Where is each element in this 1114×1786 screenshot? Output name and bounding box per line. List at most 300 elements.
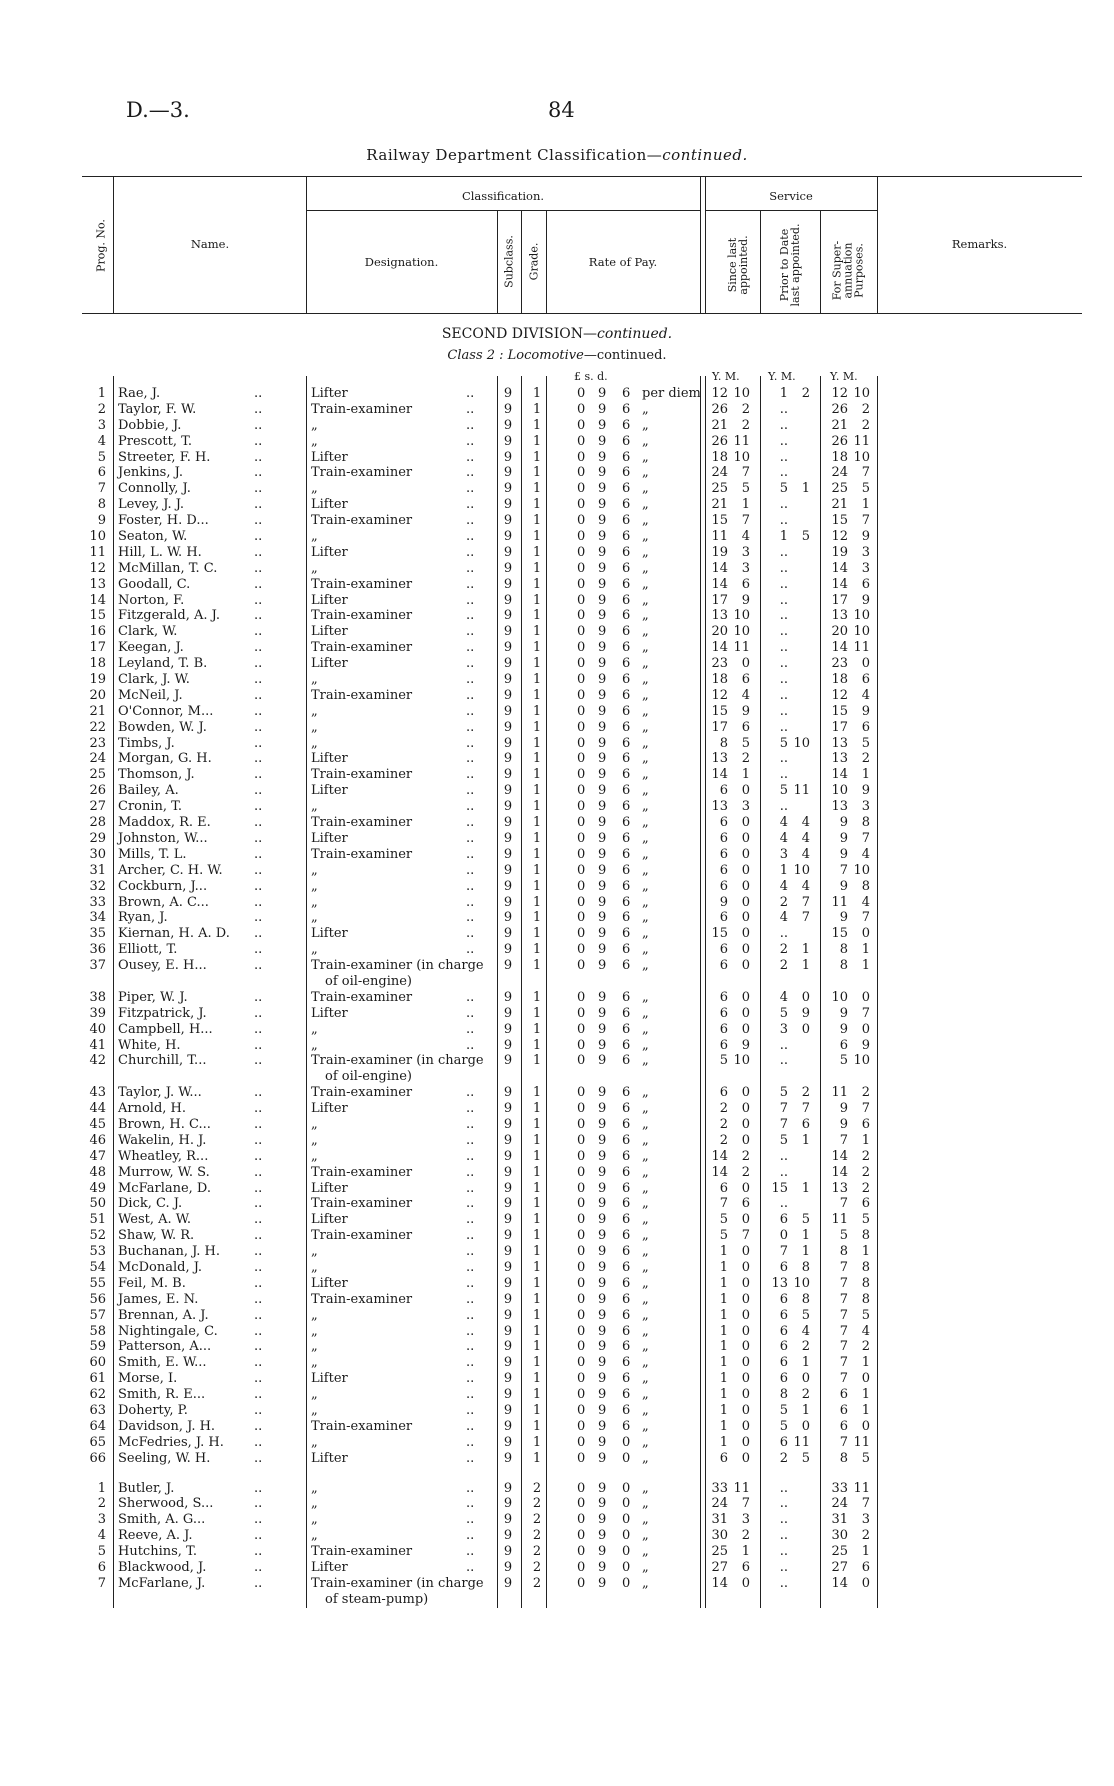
grade: 1: [532, 1021, 542, 1037]
service-super-months: 6: [861, 576, 870, 592]
service-since-months: 6: [741, 672, 750, 688]
service-since: [706, 1085, 752, 1101]
service-super-months: 0: [861, 989, 870, 1005]
service-super-years: 14: [831, 640, 848, 656]
service-since-years: 2: [719, 1132, 728, 1148]
staff-name: Foster, H. D...: [118, 513, 209, 529]
service-super-years: 5: [839, 1228, 848, 1244]
rate-pence: 6: [622, 1101, 631, 1117]
designation: Lifter: [311, 624, 348, 640]
rate-pounds: 0: [577, 1005, 586, 1021]
grade: 1: [532, 1212, 542, 1228]
rate-shillings: 9: [598, 1228, 607, 1244]
rate-pounds: 0: [577, 878, 586, 894]
service-super: [826, 1165, 874, 1181]
rate-shillings: 9: [598, 433, 607, 449]
rate-period: „: [642, 1228, 649, 1244]
service-prior-months: 1: [801, 481, 810, 497]
rate-pence: 6: [622, 576, 631, 592]
rate-shillings: 9: [598, 608, 607, 624]
service-since-years: 6: [719, 1005, 728, 1021]
service-prior: [766, 1544, 812, 1560]
service-since: [706, 879, 752, 895]
leader-dots: ..: [254, 1339, 263, 1355]
staff-name: McFarlane, D.: [118, 1180, 212, 1196]
staff-name: Wheatley, R...: [118, 1148, 209, 1164]
col-header-rate: Rate of Pay.: [588, 255, 658, 269]
rate-pounds: 0: [577, 386, 586, 401]
service-super-years: 7: [839, 1434, 848, 1450]
service-since-years: 26: [711, 433, 728, 449]
leader-dots: ..: [254, 719, 263, 735]
grade1-row: [0, 545, 1114, 561]
service-super: [826, 1435, 874, 1451]
rate-period: „: [642, 656, 649, 672]
subclass: 9: [503, 465, 513, 481]
service-since-months: 10: [733, 386, 750, 401]
staff-name: Murrow, W. S.: [118, 1164, 210, 1180]
rate-pounds: 0: [577, 1021, 586, 1037]
service-since-months: 4: [741, 687, 750, 703]
grade: 1: [532, 608, 542, 624]
grade1-row: [0, 1165, 1114, 1181]
rate-shillings: 9: [598, 481, 607, 497]
service-prior-years: 7: [779, 1244, 788, 1260]
leader-dots: ..: [466, 910, 475, 926]
grade: 2: [532, 1575, 542, 1591]
rate-shillings: 9: [598, 1053, 607, 1069]
subclass: 9: [503, 703, 513, 719]
service-super-months: 1: [861, 1355, 870, 1371]
service-prior-months: 1: [801, 1132, 810, 1148]
staff-name: White, H.: [118, 1037, 181, 1053]
staff-name: West, A. W.: [118, 1212, 192, 1228]
service-prior: [766, 1022, 812, 1038]
rate-pounds: 0: [577, 1418, 586, 1434]
service-super-years: 8: [839, 942, 848, 958]
rate-pence: 6: [622, 1323, 631, 1339]
prog-no: 7: [97, 1575, 106, 1591]
rate-shillings: 9: [598, 1434, 607, 1450]
service-since: [706, 990, 752, 1006]
service-super-years: 7: [839, 1339, 848, 1355]
prog-no: 31: [89, 862, 106, 878]
leader-dots: ..: [254, 1323, 263, 1339]
service-prior: [766, 545, 812, 561]
service-prior-years: ..: [779, 560, 788, 576]
staff-name: Brennan, A. J.: [118, 1307, 209, 1323]
service-since: [706, 1355, 752, 1371]
service-super-years: 8: [839, 1450, 848, 1466]
service-since: [706, 1117, 752, 1133]
grade: 1: [532, 1307, 542, 1323]
rate-period: „: [642, 1544, 649, 1560]
leader-dots: ..: [254, 1371, 263, 1387]
service-prior-months: 1: [801, 1355, 810, 1371]
service-since-months: 0: [741, 894, 750, 910]
leader-dots: ..: [466, 497, 475, 513]
staff-name: McMillan, T. C.: [118, 560, 218, 576]
service-prior-months: 4: [801, 830, 810, 846]
designation: Train-examiner: [311, 1291, 413, 1307]
staff-name: McDonald, J.: [118, 1260, 203, 1276]
service-super: [826, 1038, 874, 1054]
service-since-months: 11: [733, 1480, 750, 1496]
leader-dots: ..: [466, 1196, 475, 1212]
prog-no: 65: [89, 1434, 106, 1450]
rate-pence: 6: [622, 942, 631, 958]
service-super: [826, 1022, 874, 1038]
service-since-years: 7: [719, 1196, 728, 1212]
staff-name: McFedries, J. H.: [118, 1434, 224, 1450]
grade: 1: [532, 1275, 542, 1291]
staff-name: Piper, W. J.: [118, 989, 188, 1005]
service-since-months: 0: [741, 1418, 750, 1434]
designation: Train-examiner: [311, 1196, 413, 1212]
rate-pence: 6: [622, 1005, 631, 1021]
service-super-months: 2: [861, 1180, 870, 1196]
service-super-years: 7: [839, 862, 848, 878]
service-prior-years: 5: [779, 735, 788, 751]
rate-period: „: [642, 1450, 649, 1466]
leader-dots: ..: [254, 640, 263, 656]
rate-period: „: [642, 1148, 649, 1164]
rate-shillings: 9: [598, 1085, 607, 1101]
rate-period: „: [642, 703, 649, 719]
staff-name: Levey, J. J.: [118, 497, 185, 513]
service-prior: [766, 720, 812, 736]
service-since-months: 0: [741, 942, 750, 958]
grade: 1: [532, 640, 542, 656]
designation: „: [311, 1117, 318, 1132]
grade: 1: [532, 1355, 542, 1371]
service-super-months: 3: [861, 799, 870, 815]
rate-period: „: [642, 1291, 649, 1307]
leader-dots: ..: [254, 1021, 263, 1037]
service-since: [706, 1387, 752, 1403]
staff-name: Butler, J.: [118, 1480, 175, 1496]
grade1-row: [0, 1371, 1114, 1387]
rate-pounds: 0: [577, 1132, 586, 1148]
rate-pounds: 0: [577, 1228, 586, 1244]
rate-period: „: [642, 942, 649, 958]
designation: Train-examiner (in charge of steam-pump): [311, 1575, 484, 1607]
grade1-row: [0, 895, 1114, 911]
grade1-row: [0, 1260, 1114, 1276]
col-divider: [497, 210, 498, 314]
grade1-row: [0, 672, 1114, 688]
rate-pounds: 0: [577, 846, 586, 862]
service-prior-months: 10: [793, 1275, 810, 1291]
grade: 1: [532, 1180, 542, 1196]
service-super-years: 8: [839, 958, 848, 974]
service-super: [826, 497, 874, 513]
grade1-row: [0, 465, 1114, 481]
rate-shillings: 9: [598, 1260, 607, 1276]
service-since-years: 26: [711, 401, 728, 417]
rate-pence: 6: [622, 1053, 631, 1069]
service-super-months: 1: [861, 1544, 870, 1560]
service-since: [706, 1576, 752, 1592]
leader-dots: ..: [466, 751, 475, 767]
service-super-months: 6: [861, 1117, 870, 1132]
rate-period: „: [642, 1196, 649, 1212]
service-prior-years: 4: [779, 910, 788, 926]
service-prior-years: 6: [779, 1291, 788, 1307]
service-since-months: 6: [741, 719, 750, 735]
service-since-years: 6: [719, 1037, 728, 1053]
service-super-years: 9: [839, 1117, 848, 1132]
service-prior: [766, 608, 812, 624]
service-prior-years: ..: [779, 592, 788, 608]
service-prior: [766, 847, 812, 863]
prog-no: 11: [89, 544, 106, 560]
designation: Train-examiner: [311, 1085, 413, 1101]
rate-period: „: [642, 1434, 649, 1450]
service-since-years: 14: [711, 576, 728, 592]
leader-dots: ..: [254, 624, 263, 640]
service-since-months: 10: [733, 624, 750, 640]
designation: „: [311, 1307, 318, 1323]
leader-dots: ..: [254, 687, 263, 703]
service-since-years: 1: [719, 1371, 728, 1387]
division-title: SECOND DIVISION—continued.: [441, 326, 673, 342]
service-prior-months: 1: [801, 942, 810, 958]
service-prior-months: 9: [801, 1005, 810, 1021]
grade: 1: [532, 513, 542, 529]
service-prior-years: 13: [771, 1275, 788, 1291]
rate-pounds: 0: [577, 1275, 586, 1291]
rate-shillings: 9: [598, 958, 607, 974]
service-prior: [766, 1496, 812, 1512]
subclass: 9: [503, 862, 513, 878]
leader-dots: ..: [466, 1021, 475, 1037]
service-super-years: 6: [839, 1403, 848, 1419]
rate-period: „: [642, 560, 649, 576]
service-prior: [766, 1512, 812, 1528]
designation: „: [311, 703, 318, 719]
service-prior-years: 6: [779, 1339, 788, 1355]
grade: 1: [532, 1387, 542, 1403]
leader-dots: ..: [466, 576, 475, 592]
prog-no: 50: [89, 1196, 106, 1212]
service-super-months: 0: [861, 1371, 870, 1387]
leader-dots: ..: [254, 1512, 263, 1528]
rate-pounds: 0: [577, 592, 586, 608]
leader-dots: ..: [254, 449, 263, 465]
prog-no: 8: [97, 497, 106, 513]
rate-pence: 6: [622, 846, 631, 862]
service-prior: [766, 1451, 812, 1467]
rate-period: „: [642, 417, 649, 433]
service-prior-years: 4: [779, 815, 788, 831]
service-since: [706, 1133, 752, 1149]
staff-name: Campbell, H...: [118, 1021, 213, 1037]
staff-name: Kiernan, H. A. D.: [118, 926, 230, 942]
service-since-months: 7: [741, 513, 750, 529]
service-super-months: 1: [861, 1403, 870, 1419]
service-since: [706, 386, 752, 402]
subclass: 9: [503, 1260, 513, 1276]
grade1-row: [0, 704, 1114, 720]
designation: „: [311, 1244, 318, 1260]
service-super-years: 12: [831, 386, 848, 401]
grade1-row: [0, 481, 1114, 497]
rate-shillings: 9: [598, 1323, 607, 1339]
service-since: [706, 672, 752, 688]
service-super-months: 7: [861, 830, 870, 846]
service-since-months: 6: [741, 576, 750, 592]
designation: „: [311, 1355, 318, 1371]
service-super: [826, 1560, 874, 1576]
service-prior-years: ..: [779, 608, 788, 624]
staff-name: Johnston, W...: [118, 830, 208, 846]
service-since-years: 6: [719, 1021, 728, 1037]
rate-pence: 6: [622, 751, 631, 767]
rate-pounds: 0: [577, 513, 586, 529]
service-super: [826, 513, 874, 529]
service-since-years: 1: [719, 1387, 728, 1403]
rate-period: „: [642, 1132, 649, 1148]
service-prior-months: 7: [801, 894, 810, 910]
rate-period: „: [642, 1212, 649, 1228]
service-prior: [766, 1371, 812, 1387]
service-since-years: 5: [719, 1228, 728, 1244]
service-since-months: 2: [741, 751, 750, 767]
staff-name: Dick, C. J.: [118, 1196, 183, 1212]
grade: 1: [532, 1450, 542, 1466]
rate-period: „: [642, 1307, 649, 1323]
service-since-years: 25: [711, 1544, 728, 1560]
grade1-row: [0, 1339, 1114, 1355]
service-since-years: 11: [711, 529, 728, 545]
designation: „: [311, 1496, 318, 1512]
service-super: [826, 1260, 874, 1276]
staff-name: Norton, F.: [118, 592, 185, 608]
service-since: [706, 561, 752, 577]
service-super: [826, 831, 874, 847]
service-prior-years: ..: [779, 576, 788, 592]
service-since: [706, 1512, 752, 1528]
col-header-since: Since last appointed.: [726, 235, 750, 295]
designation: Lifter: [311, 1371, 348, 1387]
subclass: 9: [503, 799, 513, 815]
grade2-row: [0, 1560, 1114, 1576]
service-since-years: 2: [719, 1117, 728, 1132]
rate-pounds: 0: [577, 576, 586, 592]
service-prior: [766, 863, 812, 879]
service-prior-years: 0: [779, 1228, 788, 1244]
rate-shillings: 9: [598, 1355, 607, 1371]
rate-pounds: 0: [577, 815, 586, 831]
service-since-years: 12: [711, 386, 728, 401]
service-prior-years: 6: [779, 1307, 788, 1323]
subclass: 9: [503, 1434, 513, 1450]
staff-name: James, E. N.: [118, 1291, 199, 1307]
service-super-months: 8: [861, 1275, 870, 1291]
grade1-row: [0, 1196, 1114, 1212]
designation: „: [311, 910, 318, 926]
rate-pounds: 0: [577, 481, 586, 497]
service-super: [826, 465, 874, 481]
subclass: 9: [503, 1544, 513, 1560]
subclass: 9: [503, 1512, 513, 1528]
rate-period: „: [642, 894, 649, 910]
staff-name: Morgan, G. H.: [118, 751, 212, 767]
service-since-years: 14: [711, 640, 728, 656]
leader-dots: ..: [466, 592, 475, 608]
grade1-row: [0, 418, 1114, 434]
service-prior: [766, 815, 812, 831]
subclass: 9: [503, 1291, 513, 1307]
rate-shillings: 9: [598, 815, 607, 831]
grade: 1: [532, 894, 542, 910]
grade: 1: [532, 862, 542, 878]
rate-pence: 6: [622, 449, 631, 465]
service-prior-months: 2: [801, 1085, 810, 1101]
service-super: [826, 847, 874, 863]
staff-name: Davidson, J. H.: [118, 1418, 216, 1434]
rate-period: „: [642, 799, 649, 815]
rate-pounds: 0: [577, 687, 586, 703]
rate-pence: 6: [622, 1307, 631, 1323]
service-since-months: 3: [741, 544, 750, 560]
prog-no: 36: [89, 942, 106, 958]
designation: Lifter: [311, 1101, 348, 1117]
service-since-months: 7: [741, 465, 750, 481]
service-prior-months: 5: [801, 1307, 810, 1323]
service-since-months: 7: [741, 1496, 750, 1512]
service-super-months: 2: [861, 1528, 870, 1544]
leader-dots: ..: [466, 703, 475, 719]
service-since: [706, 1481, 752, 1497]
service-super-years: 7: [839, 1260, 848, 1276]
rate-shillings: 9: [598, 1387, 607, 1403]
staff-name: Leyland, T. B.: [118, 656, 208, 672]
rate-pence: 6: [622, 640, 631, 656]
subclass: 9: [503, 1244, 513, 1260]
service-super-years: 18: [831, 672, 848, 688]
rate-shillings: 9: [598, 592, 607, 608]
service-super-months: 1: [861, 1387, 870, 1403]
designation: „: [311, 1480, 318, 1496]
grade1-row: [0, 1181, 1114, 1197]
service-super: [826, 624, 874, 640]
grade: 1: [532, 1196, 542, 1212]
rate-pence: 6: [622, 989, 631, 1005]
service-since-years: 5: [719, 1212, 728, 1228]
service-since: [706, 1451, 752, 1467]
service-super-years: 23: [831, 656, 848, 672]
leader-dots: ..: [466, 1450, 475, 1466]
subclass: 9: [503, 735, 513, 751]
rate-period: „: [642, 846, 649, 862]
service-super-months: 11: [853, 640, 870, 656]
service-prior: [766, 1481, 812, 1497]
subclass: 9: [503, 1355, 513, 1371]
service-since-years: 25: [711, 481, 728, 497]
staff-name: Keegan, J.: [118, 640, 184, 656]
grade1-row: [0, 529, 1114, 545]
col-divider: [521, 210, 522, 314]
ym-units-prior: Y. M.: [768, 370, 796, 383]
leader-dots: ..: [254, 958, 263, 974]
prog-no: 12: [89, 560, 106, 576]
service-super: [826, 1403, 874, 1419]
service-super-months: 0: [861, 1021, 870, 1037]
service-super-years: 33: [831, 1480, 848, 1496]
service-since: [706, 640, 752, 656]
